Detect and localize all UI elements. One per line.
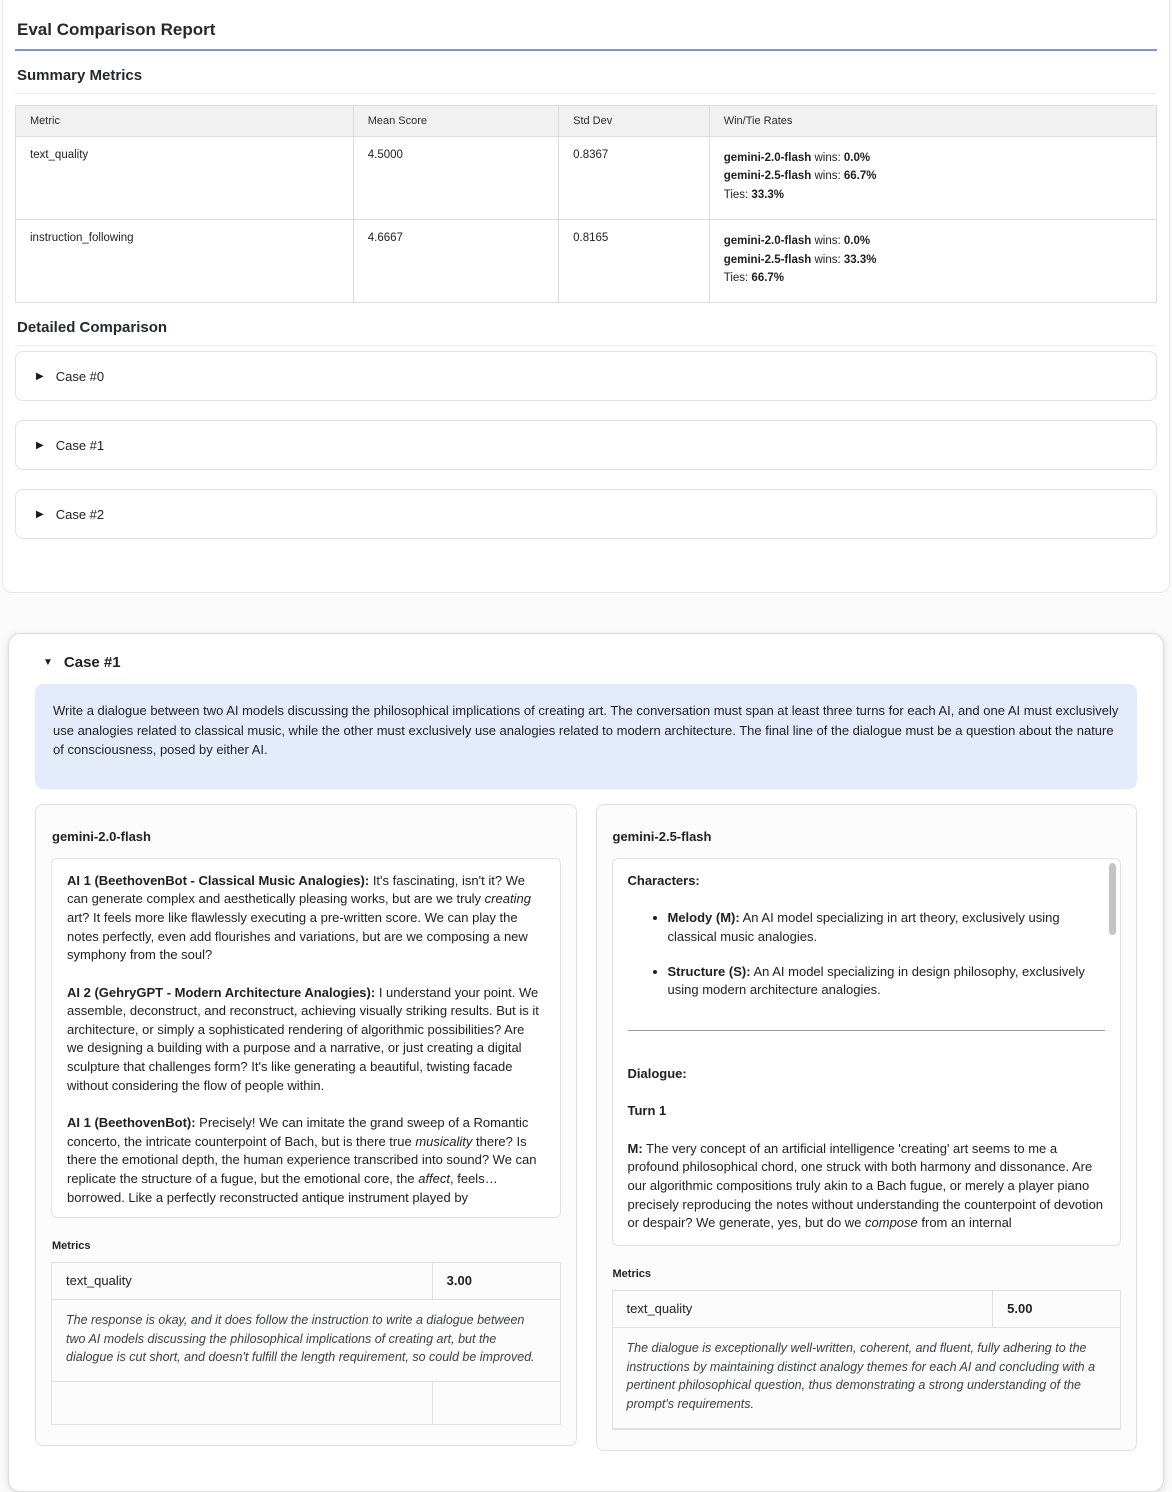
triangle-right-icon: ▶ — [36, 370, 44, 382]
case-label: Case #0 — [55, 368, 105, 384]
detailed-comparison-heading: Detailed Comparison — [15, 319, 1157, 346]
triangle-down-icon: ▼ — [43, 657, 53, 669]
text-run: Precisely! We can imitate the grand sweep of a Romantic concerto, the intricate counterpoint of Bach, but is there true — [67, 1115, 529, 1149]
response-heading: Dialogue: — [627, 1065, 687, 1081]
case-row-1[interactable] — [15, 420, 1157, 470]
std-dev-cell: 0.8165 — [559, 220, 710, 303]
text-run: An AI model specializing in art theory, exclusively using classical music analogies. — [667, 910, 1060, 944]
summary-row-instruction-following — [16, 220, 1157, 303]
col-header-metric: Metric — [16, 106, 354, 137]
metric-score-row — [52, 1382, 560, 1424]
case-label: Case #1 — [55, 437, 105, 453]
metrics-heading-right: Metrics — [612, 1267, 652, 1280]
list-item — [668, 909, 1106, 946]
text-run: gemini-2.0-flash — [723, 152, 812, 164]
text-run: An AI model specializing in design philosophy, exclusively using modern architecture analogies. — [667, 963, 1085, 998]
metric-explanation: The response is okay, and it does follow the instruction to write a dialogue between two AI models discussing the philosophical implications of creating art, but the dialogue is cut short, and doesn't fulfill the length requirement, so could be improved. — [52, 1300, 560, 1382]
text-run: Ties: — [723, 271, 752, 284]
metric-score-row — [52, 1263, 560, 1300]
text-run: AI 1 (BeethovenBot): — [67, 1115, 196, 1131]
metric-name-cell: text_quality — [16, 137, 354, 220]
summary-row-text-quality — [16, 137, 1157, 220]
text-run: musicality — [415, 1133, 473, 1149]
model-name-right: gemini-2.5-flash — [612, 828, 712, 844]
col-header-mean-score: Mean Score — [353, 106, 558, 137]
summary-header-row — [16, 106, 1157, 137]
text-run: M: — [627, 1140, 643, 1156]
metrics-heading-left: Metrics — [52, 1239, 91, 1252]
text-run: wins: — [811, 253, 844, 266]
col-header-std-dev: Std Dev — [559, 106, 710, 137]
mean-score-cell: 4.5000 — [353, 137, 558, 220]
text-run: Structure (S): — [667, 963, 751, 979]
text-run: art? It feels more like flawlessly executing a pre-written score. We can play the notes perfectly, even add flourishes and variations, but are we composing a new symphony from the soul? — [67, 910, 528, 963]
tie-line — [724, 186, 1142, 204]
metric-name-cell: instruction_following — [16, 220, 354, 303]
response-box-right[interactable] — [612, 858, 1122, 1246]
text-run: wins: — [811, 170, 844, 183]
metrics-table-left — [51, 1262, 561, 1425]
text-run: gemini-2.5-flash — [723, 253, 812, 266]
std-dev-cell: 0.8367 — [559, 137, 710, 220]
model-panel-left — [35, 804, 577, 1446]
response-box-left[interactable] — [51, 858, 561, 1218]
summary-metrics-table — [15, 105, 1157, 303]
text-run: , feels…borrowed. Like a perfectly reconstructed antique instrument played by — [67, 1170, 498, 1205]
tie-line — [724, 269, 1142, 287]
mean-score-cell: 4.6667 — [353, 220, 558, 303]
metric-name — [52, 1382, 433, 1424]
text-run: gemini-2.5-flash — [723, 170, 812, 183]
text-run: 33.3% — [843, 253, 877, 266]
metric-score-row — [613, 1291, 1121, 1328]
character-list — [628, 909, 1106, 999]
win-line — [724, 167, 1142, 185]
case-label: Case #2 — [55, 506, 105, 522]
expanded-case-label: Case #1 — [63, 654, 121, 672]
metric-score: 3.00 — [446, 1272, 472, 1288]
response-paragraph — [67, 984, 545, 1095]
win-line — [724, 251, 1142, 269]
col-header-win-tie: Win/Tie Rates — [709, 106, 1156, 137]
model-name-left: gemini-2.0-flash — [52, 828, 151, 844]
text-run: AI 1 (BeethovenBot - Classical Music Analogies): — [67, 872, 370, 888]
metric-score — [433, 1382, 560, 1424]
prompt-box: Write a dialogue between two AI models discussing the philosophical implications of creating art. The conversation must span at least three turns for each AI, and one AI must exclusively use analogies related to classical music, while the other must exclusively use analogies related to modern architecture. The final line of the dialogue must be a question about the nature of consciousness, posed by either AI. — [35, 684, 1137, 789]
expanded-case-card — [8, 633, 1164, 1492]
win-line — [724, 149, 1142, 167]
text-run: Melody (M): — [667, 910, 740, 926]
triangle-right-icon: ▶ — [36, 508, 44, 520]
text-run: there? Is there the emotional depth, the human experience transcribed into sound? We can replicate the structure of a fugue, but the emotional core, the — [67, 1133, 537, 1186]
text-run: 33.3% — [751, 188, 785, 201]
page-title: Eval Comparison Report — [15, 20, 1157, 51]
response-paragraph — [67, 1114, 545, 1207]
text-run: affect — [418, 1170, 451, 1186]
expanded-case-header[interactable] — [35, 654, 1137, 671]
triangle-right-icon: ▶ — [36, 439, 44, 451]
text-run: AI 2 (GehryGPT - Modern Architecture Analogies): — [67, 984, 376, 1000]
win-tie-cell — [709, 220, 1156, 303]
text-run: The very concept of an artificial intelligence 'creating' art seems to me a profound philosophical chord, one struck with both harmony and dissonance. Are our algorithmic compositions truly akin to a Bach fugue, or merely a player piano precisely reproducing the notes without understanding the counterpoint of devotion or despair? We generate, yes, but do we — [627, 1140, 1104, 1231]
text-run: 0.0% — [843, 152, 871, 164]
text-run: 66.7% — [843, 170, 877, 183]
text-run: I understand your point. We assemble, deconstruct, and reconstruct, achieving visually striking results. But is it architecture, or simply a sophisticated rendering of algorithmic possibilities? Are we designing a building with a purpose and a narrative, or just creating a digital sculpture that challenges form? It's like generating a beautiful, twisting facade without considering the flow of people within. — [67, 984, 539, 1093]
response-heading: Turn 1 — [627, 1103, 667, 1119]
model-panel-right — [596, 804, 1138, 1451]
text-run: wins: — [811, 152, 844, 164]
metrics-table-right — [612, 1290, 1122, 1430]
win-tie-cell — [709, 137, 1156, 220]
text-run: gemini-2.0-flash — [723, 235, 812, 248]
section-divider — [628, 1030, 1106, 1031]
text-run: compose — [865, 1215, 918, 1231]
response-paragraph — [67, 872, 545, 965]
text-run: Ties: — [723, 188, 752, 201]
metric-name: text_quality — [613, 1291, 994, 1327]
summary-metrics-heading: Summary Metrics — [15, 67, 1157, 94]
response-heading: Characters: — [627, 872, 700, 888]
text-run: creating — [484, 891, 531, 907]
metric-score: 5.00 — [1007, 1300, 1033, 1316]
response-paragraph — [628, 1140, 1106, 1233]
metric-name: text_quality — [52, 1263, 433, 1299]
text-run: from an internal — [917, 1215, 1012, 1231]
metric-explanation: The dialogue is exceptionally well-written, coherent, and fluent, fully adhering to the instructions by maintaining distinct analogy themes for each AI and concluding with a pertinent philosophical question, thus demonstrating a strong understanding of the prompt's requirements. — [613, 1328, 1121, 1429]
text-run: 66.7% — [751, 271, 785, 284]
scrollbar-thumb[interactable] — [1109, 863, 1116, 935]
list-item — [668, 963, 1106, 1000]
report-card — [2, 0, 1170, 593]
case-row-0[interactable] — [15, 351, 1157, 401]
text-run: It's fascinating, isn't it? We can generate complex and aesthetically pleasing works, but are we truly — [67, 872, 525, 907]
model-comparison-columns — [35, 804, 1137, 1451]
case-row-2[interactable] — [15, 489, 1157, 539]
text-run: 0.0% — [843, 235, 871, 248]
win-line — [724, 232, 1142, 250]
text-run: wins: — [811, 235, 844, 248]
